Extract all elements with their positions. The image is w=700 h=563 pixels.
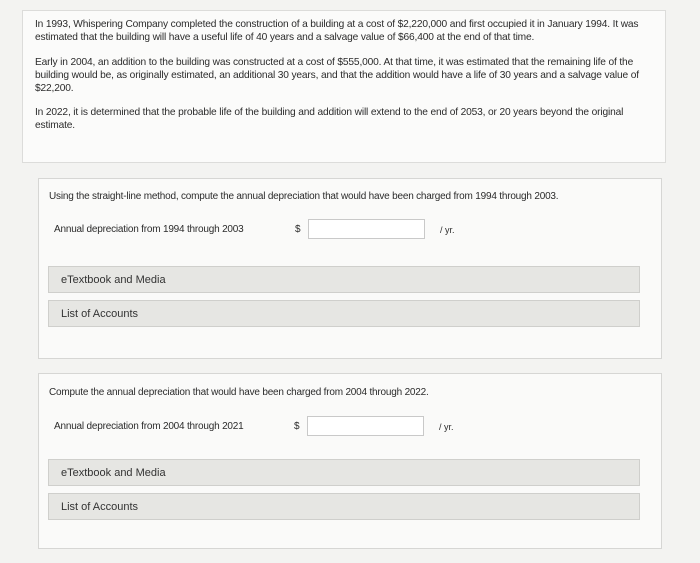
part2-currency: $ (294, 421, 300, 432)
question-part-2 (38, 373, 662, 549)
part1-list-of-accounts-button[interactable]: List of Accounts (48, 300, 640, 327)
part1-unit: / yr. (440, 225, 455, 235)
problem-paragraph-1: In 1993, Whispering Company completed the construction of a building at a cost of $2,220,000 and first occupied it in January 1994. It was estimated that the building will have a useful life of 40 years and a salvage value of $66,400 at the end of that time. (35, 19, 639, 43)
part1-currency: $ (295, 224, 301, 235)
problem-paragraph-3: In 2022, it is determined that the probable life of the building and addition will extend to the end of 2053, or 20 years beyond the original estimate. (35, 107, 624, 131)
part2-etextbook-button[interactable]: eTextbook and Media (48, 459, 640, 486)
part2-answer-label: Annual depreciation from 2004 through 2021 (54, 421, 244, 432)
problem-statement (22, 10, 666, 163)
part1-answer-label: Annual depreciation from 1994 through 2003 (54, 224, 244, 235)
problem-paragraph-2: Early in 2004, an addition to the building was constructed at a cost of $555,000. At that time, it was estimated that the remaining life of the building would be, as originally estimated, an additional 30 years, and that the addition would have a life of 30 years and a salvage value of $22,200. (35, 57, 639, 94)
part1-depreciation-input[interactable] (308, 219, 425, 239)
part2-unit: / yr. (439, 422, 454, 432)
part1-etextbook-button[interactable]: eTextbook and Media (48, 266, 640, 293)
part1-instruction: Using the straight-line method, compute the annual depreciation that would have been charged from 1994 through 2003. (49, 191, 559, 202)
part2-instruction: Compute the annual depreciation that would have been charged from 2004 through 2022. (49, 387, 429, 398)
part2-depreciation-input[interactable] (307, 416, 424, 436)
part2-list-of-accounts-button[interactable]: List of Accounts (48, 493, 640, 520)
question-part-1 (38, 178, 662, 359)
